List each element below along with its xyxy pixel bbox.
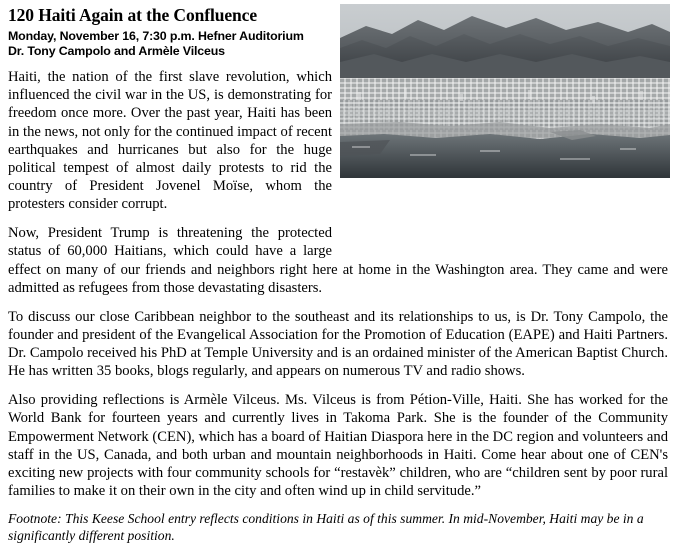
paragraph-1: Haiti, the nation of the first slave revolution, which influenced the civil war in the US, is demonstrating for freedom once more. Over the past year, Haiti has been in the news, not only for the continued impact of recent earthquakes and hurricanes but also for the huge political tempest of almost daily protests to rid the country of President Jovenel Moïse, whom the protesters consider corrupt. bbox=[8, 68, 332, 213]
footnote: Footnote: This Keese School entry reflects conditions in Haiti as of this summer. In mid-November, Haiti may be in a significantly different position. bbox=[8, 511, 644, 543]
event-speakers: Dr. Tony Campolo and Armèle Vilceus bbox=[8, 43, 225, 58]
event-datetime-venue: Monday, November 16, 7:30 p.m. Hefner Auditorium bbox=[8, 28, 304, 43]
paragraph-3: To discuss our close Caribbean neighbor to the southeast and its relationships to us, is Dr. Tony Campolo, the founder and president of the Evangelical Association for the Promotion of Education (EAPE) and Haiti Partners. Dr. Campolo received his PhD at Temple University and is an ordained minister of the American Baptist Church. He has written 35 books, blogs regularly, and appears on numerous TV and radio shows. bbox=[8, 308, 668, 380]
paragraph-4: Also providing reflections is Armèle Vilceus. Ms. Vilceus is from Pétion-Ville, Haiti. She has worked for the World Bank for fourteen years and currently lives in Takoma Park. She is the founder of the Community Empowerment Network (CEN), which has a board of Haitian Diaspora here in the DC region and volunteers and staff in the US, Canada, and both urban and mountain neighborhoods in Haiti. Come hear about one of CEN's exciting new projects with four community schools for “restavèk” children, who are “children sent by poor rural families to make it on their own in the city and often wind up in child servitude.” bbox=[8, 392, 668, 500]
page-title: 120 Haiti Again at the Confluence bbox=[8, 5, 257, 25]
paragraph-2: Now, President Trump is threatening the protected status of 60,000 Haitians, which could have a large effect on many of our friends and neighbors right here at home in the Washington area. They came and were admitted as refugees from those devastating disasters. bbox=[8, 225, 668, 296]
haiti-aerial-photo bbox=[340, 4, 670, 178]
photo-image bbox=[340, 4, 670, 178]
